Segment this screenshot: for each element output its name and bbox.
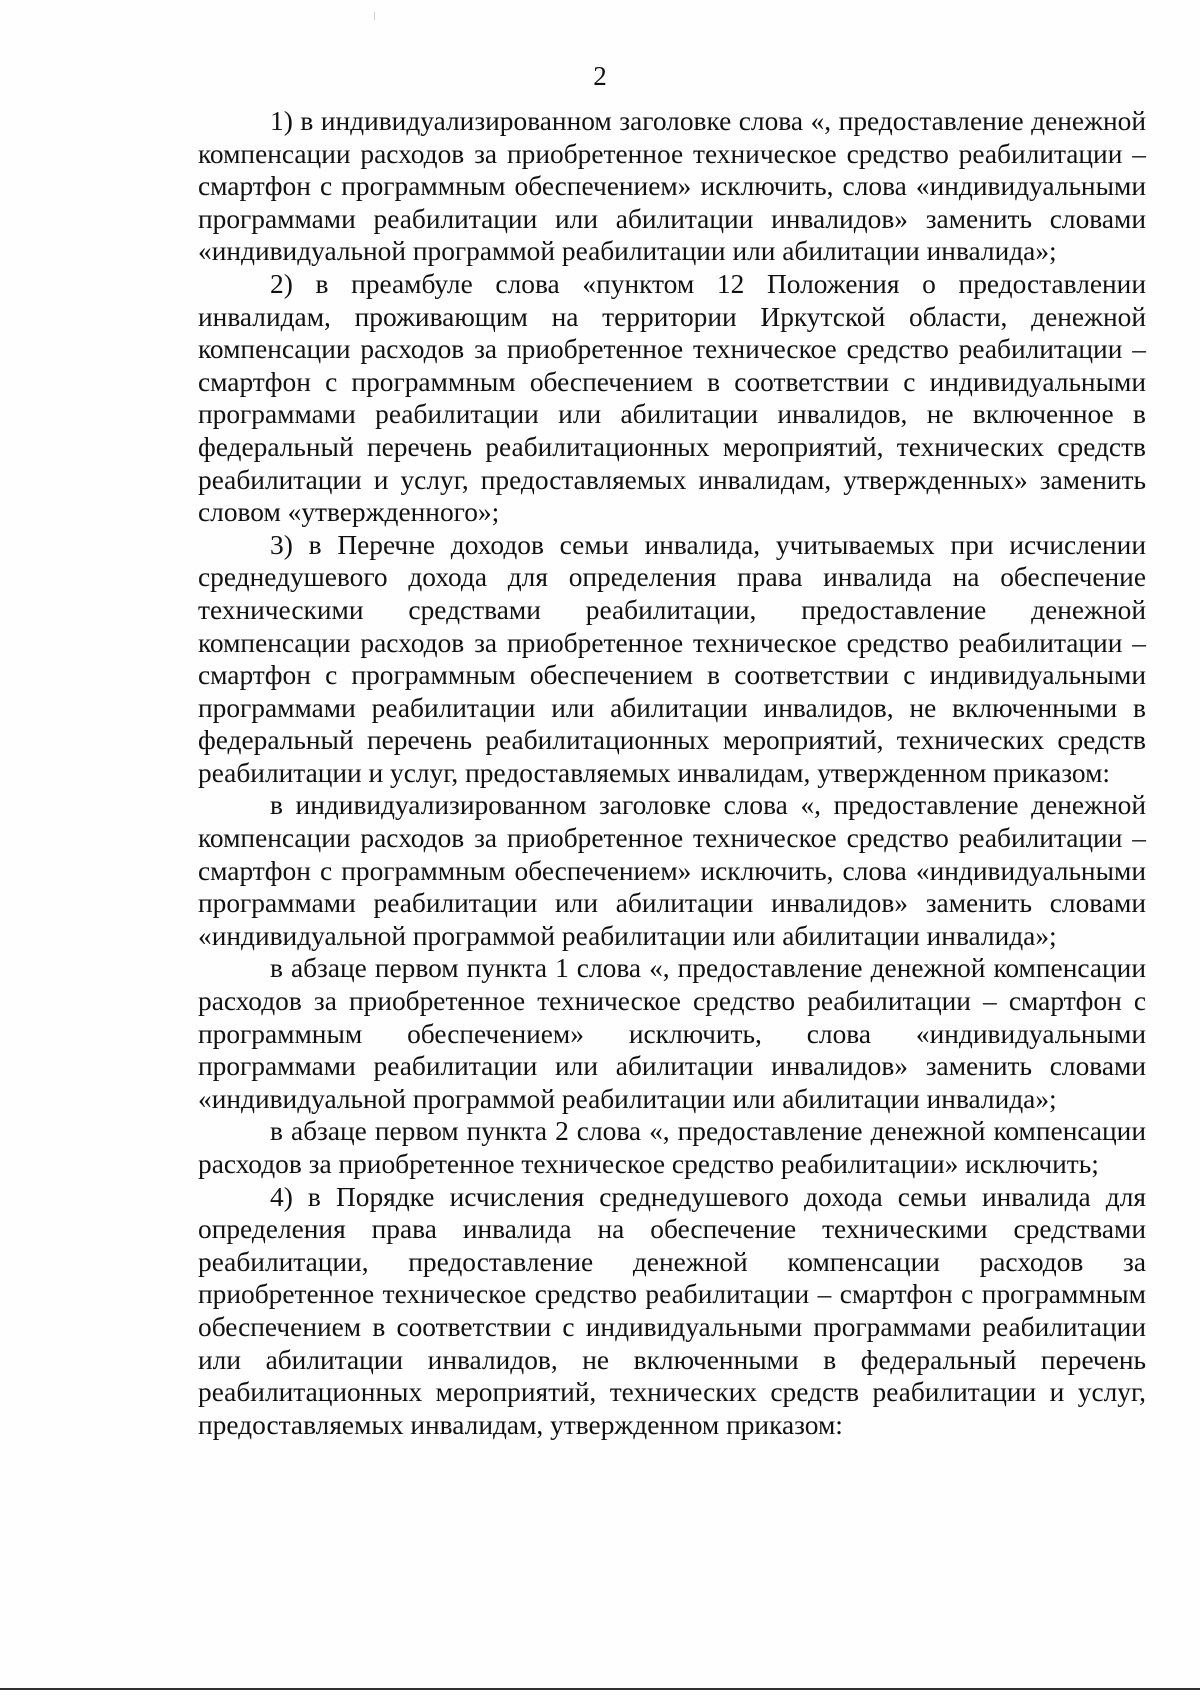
paragraph-subitem-title: в индивидуализированном заголовке слова «, предоставление денежной компенсации расходов за приобретенное техническое средство реабилитации – смартфон с программным обеспечением» исключить, слова «индивидуальными программами реабилитации или абилитации инвалидов» заменить словами «индивидуальной программой реабилитации или абилитации инвалида»; (198, 790, 1146, 951)
paragraph-item-3: 3) в Перечне доходов семьи инвалида, учитываемых при исчислении среднедушевого дохода для определения права инвалида на обеспечение техническими средствами реабилитации, предоставление денежной компенсации расходов за приобретенное техническое средство реабилитации – смартфон с программным обеспечением в соответствии с индивидуальными программами реабилитации или абилитации инвалидов, не включенными в федеральный перечень реабилитационных мероприятий, технических средств реабилитации и услуг, предоставляемых инвалидам, утвержденном приказом: (198, 529, 1146, 788)
page-number: 2 (593, 61, 607, 91)
paragraph-item-1: 1) в индивидуализированном заголовке слова «, предоставление денежной компенсации расходов за приобретенное техническое средство реабилитации – смартфон с программным обеспечением» исключить, слова «индивидуальными программами реабилитации или абилитации инвалидов» заменить словами «индивидуальной программой реабилитации или абилитации инвалида»; (198, 106, 1146, 267)
scan-mark (374, 12, 375, 20)
paragraph-item-4: 4) в Порядке исчисления среднедушевого дохода семьи инвалида для определения права инвалида на обеспечение техническими средствами реабилитации, предоставление денежной компенсации расходов за приобретенное техническое средство реабилитации – смартфон с программным обеспечением в соответствии с индивидуальными программами реабилитации или абилитации инвалидов, не включенными в федеральный перечень реабилитационных мероприятий, технических средств реабилитации и услуг, предоставляемых инвалидам, утвержденном приказом: (198, 1181, 1146, 1440)
bottom-border-line (0, 1688, 1200, 1690)
paragraph-item-2: 2) в преамбуле слова «пунктом 12 Положения о предоставлении инвалидам, проживающим на территории Иркутской области, денежной компенсации расходов за приобретенное техническое средство реабилитации – смартфон с программным обеспечением в соответствии с индивидуальными программами реабилитации или абилитации инвалидов, не включенное в федеральный перечень реабилитационных мероприятий, технических средств реабилитации и услуг, предоставляемых инвалидам, утвержденных» заменить словом «утвержденного»; (198, 268, 1146, 528)
paragraph-subitem-point-2: в абзаце первом пункта 2 слова «, предоставление денежной компенсации расходов за приобретенное техническое средство реабилитации» исключить; (198, 1116, 1146, 1179)
paragraph-subitem-point-1: в абзаце первом пункта 1 слова «, предоставление денежной компенсации расходов за приобретенное техническое средство реабилитации – смартфон с программным обеспечением» исключить, слова «индивидуальными программами реабилитации или абилитации инвалидов» заменить словами «индивидуальной программой реабилитации или абилитации инвалида»; (198, 953, 1146, 1114)
document-body (198, 105, 1146, 1441)
